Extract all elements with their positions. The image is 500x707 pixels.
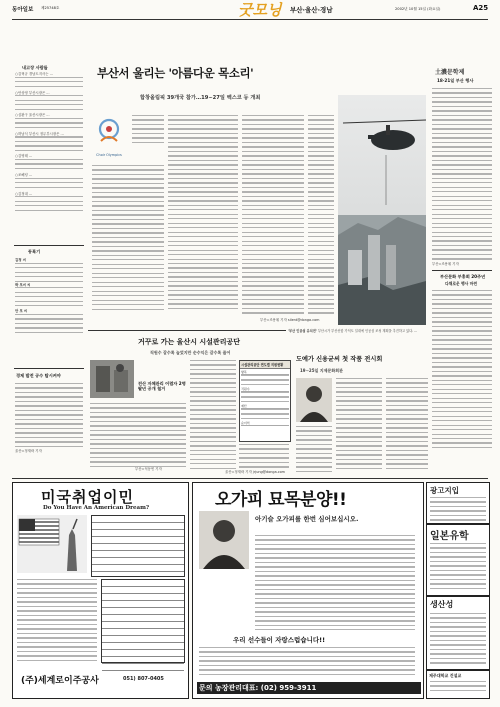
- immigration-ad-subtitle: Do You Have An American Dream?: [43, 505, 150, 511]
- right-ad-sub: 생산성: [430, 600, 454, 609]
- book-subhead: 19∼25일 지제문화회관: [300, 368, 343, 373]
- brief-item: ○허남식 부산시 정무부시장은 ...: [15, 131, 64, 136]
- stats-table: [239, 360, 291, 442]
- choir-logo: [92, 115, 126, 161]
- lead-body-col1: [132, 115, 164, 145]
- right-ad-4: [426, 670, 490, 699]
- seedling-ad: [192, 482, 424, 699]
- right-byline: 부산=조용휘 기자: [432, 262, 459, 266]
- section-logo: 굿모닝: [238, 1, 282, 19]
- inset-headline: 전산 자체관리 어렵자 2명 팔년 공개 철거: [138, 381, 186, 392]
- obituary-item: 김정 씨: [15, 258, 27, 262]
- immigration-phone: 051) 807-0405: [123, 676, 164, 682]
- immigration-info-table: [91, 515, 185, 577]
- seedling-contact: 문의 농장관리대표: (02) 959-3911: [197, 682, 421, 694]
- seedling-slogan: 아기슬 오가피를 한번 심어보십시오.: [255, 515, 359, 523]
- photo-caption-body: 부산시가 부산신항 가덕도 일대에 인공섬 조성 계획을 추진하고 있다. ...: [317, 329, 418, 333]
- book-photo: [296, 378, 332, 422]
- ads-top-rule: [12, 478, 488, 479]
- masthead: [0, 0, 500, 20]
- lead-headline: 부산서 울리는 '아름다운 목소리': [97, 66, 254, 80]
- stats-row: 직원수: [241, 387, 289, 392]
- middle-byline: 울산=정재락 기자 jrjung@donga.com: [225, 470, 285, 474]
- brief-item: ○김영태 ...: [15, 154, 33, 159]
- briefs-list: [15, 72, 83, 242]
- seedling-body: [255, 535, 415, 631]
- seedling-footer: 우리 선수들이 자랑스럽습니다!!: [233, 636, 326, 644]
- flag-statue-icon: [17, 515, 87, 573]
- book-headline: 도예가 신용균씨 첫 작품 전시회: [296, 356, 383, 363]
- right-ad-2: [426, 524, 490, 596]
- middle-top-rule: [88, 330, 286, 331]
- seedling-details: [199, 647, 415, 675]
- region-label: 부산·울산·경남: [290, 6, 333, 14]
- immigration-body-left: [17, 579, 97, 661]
- choir-olympics-icon: [92, 115, 126, 149]
- right-second-body: [432, 290, 492, 450]
- inset-photo-image: [90, 360, 134, 398]
- lead-byline: 부산=조용휘 기자 silent@donga.com: [260, 318, 320, 322]
- book-body-col3: [386, 378, 428, 470]
- brief-item: ○김정대 ...: [15, 191, 33, 196]
- brief-item: ○김혁규 경남도지사는 ...: [15, 72, 53, 76]
- choir-logo-text: Choir Olympics: [96, 153, 122, 157]
- column-byline: 울산=정재락 기자: [15, 449, 42, 453]
- right-ad-title-2: 일본유학: [430, 531, 469, 542]
- obituary-list: [15, 258, 83, 358]
- brief-item: ○심완구 울산시장은 ...: [15, 113, 50, 118]
- immigration-schedule-box: [101, 579, 185, 663]
- right-ad-bottom: 제주대학교 건설교: [429, 673, 462, 678]
- man-portrait-image: [199, 511, 249, 569]
- right-body: [432, 88, 492, 263]
- brief-item: ○안상영 부산시장은 ...: [15, 90, 50, 95]
- lead-photo: [338, 95, 426, 325]
- left-divider: [14, 245, 84, 246]
- masthead-rule: [12, 19, 488, 20]
- helicopter-photo-image: [338, 95, 426, 325]
- seedling-ad-title: 오가피 묘목분양!!: [215, 490, 347, 510]
- inset-body: [90, 403, 186, 469]
- stats-row: 순이익: [241, 421, 289, 426]
- obituary-item: 박 모씨 씨: [15, 282, 31, 287]
- photo-caption-title: '부산 인공섬 유치전': [288, 329, 317, 333]
- right-subtitle: 18·21일 부산 행사: [437, 78, 474, 83]
- stats-row: 항목: [241, 370, 289, 375]
- right-title: 土濃문학제: [435, 69, 465, 76]
- lead-body-col3: [242, 115, 304, 315]
- lead-body-col4: [308, 115, 334, 315]
- right-second-subtitle: 다채로운 행사 마련: [445, 281, 477, 286]
- right-divider: [432, 270, 492, 271]
- middle-body-col2: [239, 444, 289, 470]
- left-divider-2: [14, 368, 84, 369]
- page-number: A25: [473, 4, 489, 12]
- immigration-company: (주)세계로이주공사: [21, 676, 99, 686]
- right-second-title: 부산문화 부흥회 20주년: [440, 274, 486, 279]
- book-body-col2: [336, 378, 382, 470]
- immigration-ad-title: 미국취업이민: [41, 488, 134, 506]
- lead-subhead: 합창올림픽 39개국 참가…19∼27일 벡스코 등 개최: [140, 95, 261, 101]
- date-label: 2002년 10월 15일 (화요일): [395, 7, 441, 11]
- right-ad-3: [426, 596, 490, 670]
- middle-body-col: [190, 360, 236, 470]
- paper-name: 동아일보: [12, 7, 34, 13]
- stats-table-title: 시설관리공단 연도별 직원현황: [240, 361, 290, 369]
- column-body: [15, 383, 83, 448]
- brief-item: ○조해녕 ...: [15, 172, 33, 177]
- lead-body-col1b: [92, 165, 164, 310]
- lead-body-col2: [168, 115, 238, 310]
- briefs-title: 내고장 사람들: [22, 65, 48, 70]
- inset-byline: 부산=석동빈 기자: [135, 467, 162, 471]
- photo-caption: [288, 329, 428, 333]
- column-headline: 경제 발전 공수 탈시켜야: [16, 373, 61, 378]
- middle-headline: 거꾸로 가는 울산시 시설관리공단: [138, 338, 240, 346]
- people-title: 동복기: [28, 249, 41, 254]
- stats-row: 예산: [241, 404, 289, 409]
- portrait-photo-image: [296, 378, 332, 422]
- issue-number: 제25748호: [41, 6, 60, 10]
- right-ad-1: [426, 482, 490, 524]
- book-body-col1: [296, 426, 332, 472]
- obituary-item: 안 모 씨: [15, 309, 28, 314]
- immigration-ad: [12, 482, 189, 699]
- middle-subhead: 직원수 갈수록 늘었지만 순수익은 갈수록 줄어: [150, 350, 231, 355]
- right-ad-title: 광고지입: [430, 486, 459, 495]
